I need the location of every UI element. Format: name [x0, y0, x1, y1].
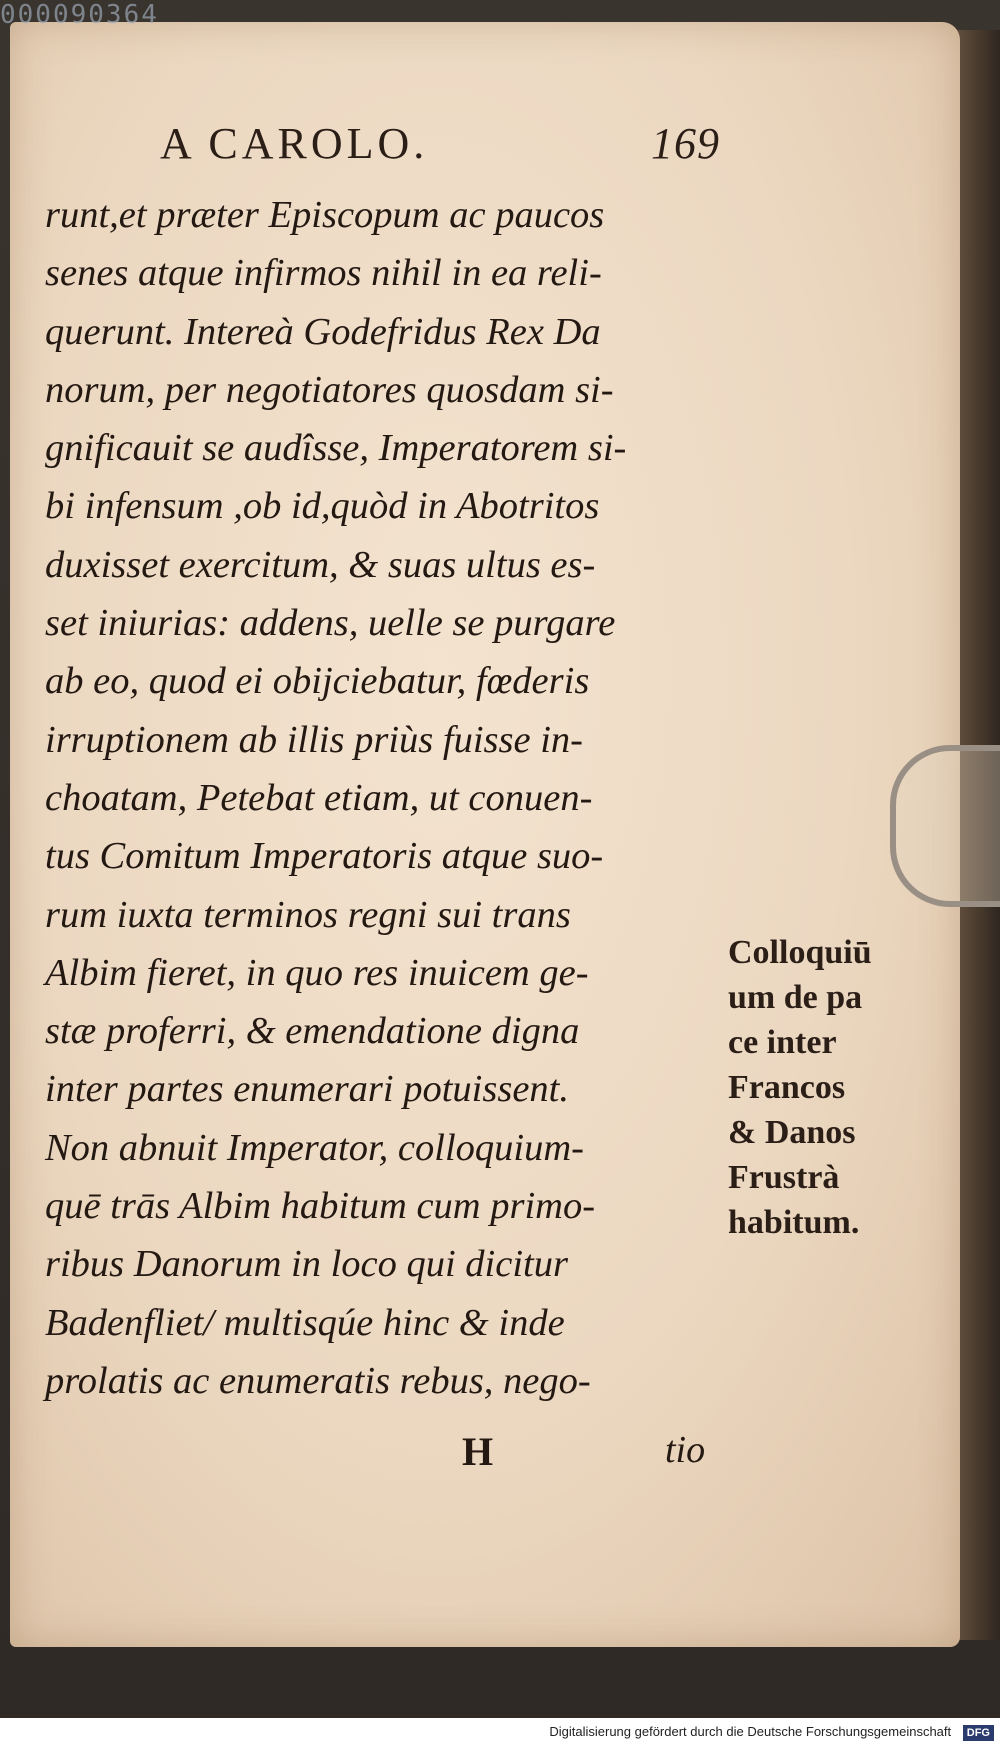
- text-line: tus Comitum Imperatoris atque suo-: [45, 835, 604, 878]
- footer-credit: Digitalisierung gefördert durch die Deutsche Forschungsgemeinschaft: [549, 1724, 952, 1739]
- text-line: stæ proferri, & emendatione digna: [45, 1010, 580, 1053]
- text-line: senes atque infirmos nihil in ea reli-: [45, 252, 602, 295]
- text-line: prolatis ac enumeratis rebus, nego-: [45, 1359, 591, 1402]
- signature-mark: H: [462, 1429, 494, 1474]
- text-line: Albim fieret, in quo res inuicem ge-: [45, 951, 589, 994]
- marginal-note-line: Francos: [728, 1069, 846, 1106]
- marginal-note-line: Frustrà: [728, 1159, 840, 1196]
- text-line: norum, per negotiatores quosdam si-: [45, 368, 614, 411]
- text-line: runt,et præter Episcopum ac paucos: [45, 194, 605, 236]
- catchword: tio: [665, 1429, 706, 1471]
- text-line: bi infensum ,ob id,quòd in Abotritos: [45, 485, 600, 528]
- text-line: ribus Danorum in loco qui dicitur: [45, 1243, 568, 1286]
- text-line: irruptionem ab illis priùs fuisse in-: [45, 718, 583, 761]
- marginal-note-line: & Danos: [728, 1114, 856, 1151]
- running-header: [160, 118, 720, 178]
- text-line: quē trās Albim habitum cum primo-: [45, 1185, 596, 1228]
- text-line: Non abnuit Imperator, colloquium-: [45, 1126, 584, 1169]
- text-line: ab eo, quod ei obijciebatur, fœderis: [45, 660, 590, 703]
- text-line: rum iuxta terminos regni sui trans: [45, 893, 571, 936]
- text-line: set iniurias: addens, uelle se purgare: [45, 602, 616, 645]
- marginal-note-line: habitum.: [728, 1204, 860, 1241]
- body-text: [45, 186, 725, 1410]
- text-line: gnificauit se audîsse, Imperatorem si-: [45, 427, 627, 470]
- dfg-logo: DFG: [963, 1725, 994, 1741]
- marginal-note-line: Colloquiū: [728, 934, 872, 971]
- text-line: inter partes enumerari potuissent.: [45, 1068, 569, 1111]
- marginal-note: [728, 930, 918, 1245]
- catalog-number: 000090364: [0, 0, 159, 30]
- marginal-note-line: um de pa: [728, 979, 863, 1016]
- running-title: A CAROLO.: [160, 119, 429, 168]
- text-line: querunt. Intereà Godefridus Rex Da: [45, 310, 601, 353]
- page-clip: [890, 745, 1000, 907]
- text-line: duxisset exercitum, & suas ultus es-: [45, 543, 596, 586]
- text-line: choatam, Petebat etiam, ut conuen-: [45, 776, 593, 819]
- marginal-note-line: ce inter: [728, 1024, 837, 1061]
- text-line: Badenfliet/ multisqúe hinc & inde: [45, 1301, 565, 1344]
- digitization-footer: [0, 1718, 1000, 1745]
- page-number: 169: [651, 119, 720, 168]
